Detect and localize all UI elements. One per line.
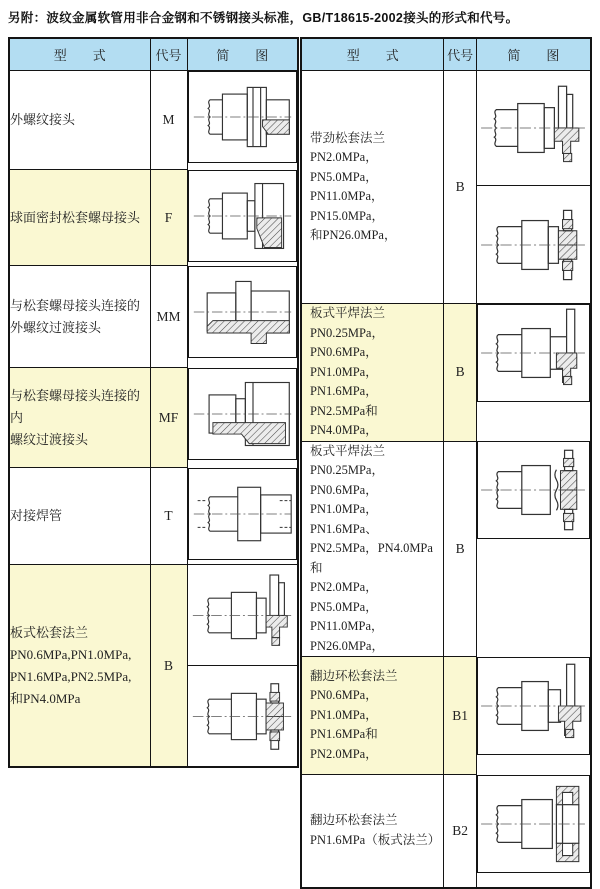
diagram-subcell <box>477 71 590 185</box>
col-header-code: 代号 <box>444 38 476 71</box>
table-row <box>301 304 591 442</box>
type-cell <box>9 468 150 565</box>
code-cell: B2 <box>444 775 476 888</box>
diagram-cell <box>188 170 298 262</box>
type-line: 和PN4.0MPa <box>10 690 81 706</box>
col-header-diagram: 简 图 <box>187 38 298 71</box>
col-header-code: 代号 <box>150 38 187 71</box>
type-line: PN1.6MPa和PN2.0MPa， <box>310 727 378 761</box>
type-cell <box>9 266 150 368</box>
male-thread-fitting-diagram <box>190 72 295 162</box>
code-cell: M <box>150 71 187 170</box>
type-cell <box>301 71 444 304</box>
type-line: 翻边环松套法兰 <box>310 813 398 828</box>
code-cell: B <box>444 71 476 304</box>
type-cell <box>301 657 444 775</box>
type-line: 球面密封松套螺母接头 <box>10 209 141 225</box>
type-line: 板式平焊法兰 <box>310 306 386 320</box>
header-row <box>9 38 298 71</box>
diagram-cell <box>476 71 591 304</box>
code-cell: MM <box>150 266 187 368</box>
table-row <box>301 441 591 657</box>
type-line: PN1.0MPa，PN1.6MPa， <box>310 364 378 398</box>
diagram-cell <box>187 565 298 768</box>
plate-loose-flange-view1-diagram <box>189 570 295 661</box>
type-line: PN2.5MPa和PN4.0MPa， <box>310 403 378 437</box>
type-line: 对接焊管 <box>10 508 63 523</box>
type-line: PN0.25MPa，PN0.6MPa， <box>310 463 384 497</box>
col-header-type: 型 式 <box>9 38 150 71</box>
necked-loose-flange-view1-diagram <box>477 80 589 176</box>
type-line: PN1.6MPa,PN2.5MPa, <box>10 668 132 684</box>
table-row <box>9 468 298 565</box>
type-line: 外螺纹过渡接头 <box>10 319 102 335</box>
type-line: 板式平焊法兰 <box>310 443 386 458</box>
diagram-subcell <box>477 185 590 303</box>
type-cell <box>9 71 150 170</box>
female-thread-adapter-diagram <box>190 369 295 459</box>
diagram-cell <box>188 71 298 163</box>
type-line: PN11.0MPa，PN15.0MPa， <box>310 189 384 223</box>
lapped-ring-loose-plate-flange-diagram <box>477 776 589 872</box>
type-line: 外螺纹接头 <box>10 112 76 127</box>
type-line: 与松套螺母接头连接的内 <box>10 387 141 425</box>
type-line: PN2.0MPa，PN5.0MPa， <box>310 580 378 614</box>
type-line: PN0.25MPa，PN0.6MPa， <box>310 325 384 359</box>
code-cell: T <box>150 468 187 565</box>
plate-loose-flange-view2-diagram <box>189 671 295 762</box>
type-line: PN11.0MPa，PN26.0MPa， <box>310 619 384 653</box>
code-cell: B1 <box>444 657 476 775</box>
type-cell <box>301 304 444 442</box>
spherical-seal-loose-nut-fitting-diagram <box>190 171 295 261</box>
type-line: PN0.6MPa，PN1.0MPa， <box>310 688 378 722</box>
table-row <box>9 71 298 170</box>
lapped-ring-loose-flange-diagram <box>477 658 589 754</box>
table-row <box>9 565 298 768</box>
code-cell: F <box>150 170 187 266</box>
type-line: 和PN26.0MPa， <box>310 228 397 242</box>
table-row <box>301 657 591 775</box>
type-cell <box>9 565 150 768</box>
butt-weld-pipe-diagram <box>190 469 295 559</box>
table-row <box>9 368 298 468</box>
plate-slip-on-weld-flange-section-diagram <box>477 442 589 538</box>
type-cell <box>9 170 150 266</box>
page-title: 另附：波纹金属软管用非合金钢和不锈钢接头标准，GB/T18615-2002接头的形式和代号。 <box>8 11 519 25</box>
type-line: 与松套螺母接头连接的 <box>10 297 141 313</box>
type-cell <box>9 368 150 468</box>
col-header-type: 型 式 <box>301 38 444 71</box>
type-line: PN1.0MPa，PN1.6MPa、 <box>310 502 378 536</box>
table-row <box>9 266 298 368</box>
diagram-cell <box>477 775 590 873</box>
type-line: PN2.5MPa，PN4.0MPa和 <box>310 541 433 575</box>
male-thread-adapter-diagram <box>190 267 295 357</box>
header-row <box>301 38 591 71</box>
table-row <box>301 71 591 304</box>
col-header-diagram: 简 图 <box>476 38 591 71</box>
code-cell: B <box>444 304 476 442</box>
diagram-cell <box>188 468 298 560</box>
code-cell: B <box>150 565 187 768</box>
plate-slip-on-weld-flange-diagram <box>477 305 589 401</box>
left-table <box>8 37 299 768</box>
type-line: PN2.0MPa，PN5.0MPa， <box>310 150 378 184</box>
type-cell <box>301 441 444 657</box>
diagram-cell <box>477 304 590 402</box>
diagram-cell <box>477 441 590 539</box>
diagram-cell <box>188 368 298 460</box>
table-row <box>9 170 298 266</box>
diagram-cell <box>188 266 298 358</box>
diagram-subcell <box>188 665 298 766</box>
type-line: PN0.6MPa,PN1.0MPa, <box>10 646 132 662</box>
code-cell: MF <box>150 368 187 468</box>
type-line: PN1.6MPa（板式法兰） <box>310 832 441 847</box>
right-table <box>300 37 592 889</box>
type-cell <box>301 775 444 888</box>
diagram-subcell <box>188 565 298 665</box>
type-line: 带劲松套法兰 <box>310 130 386 145</box>
code-cell: B <box>444 441 476 657</box>
diagram-cell <box>477 657 590 755</box>
type-line: 螺纹过渡接头 <box>10 431 89 447</box>
necked-loose-flange-view2-diagram <box>477 197 589 293</box>
type-line: 板式松套法兰 <box>10 624 89 640</box>
type-line: 翻边环松套法兰 <box>310 668 398 683</box>
table-row <box>301 775 591 888</box>
